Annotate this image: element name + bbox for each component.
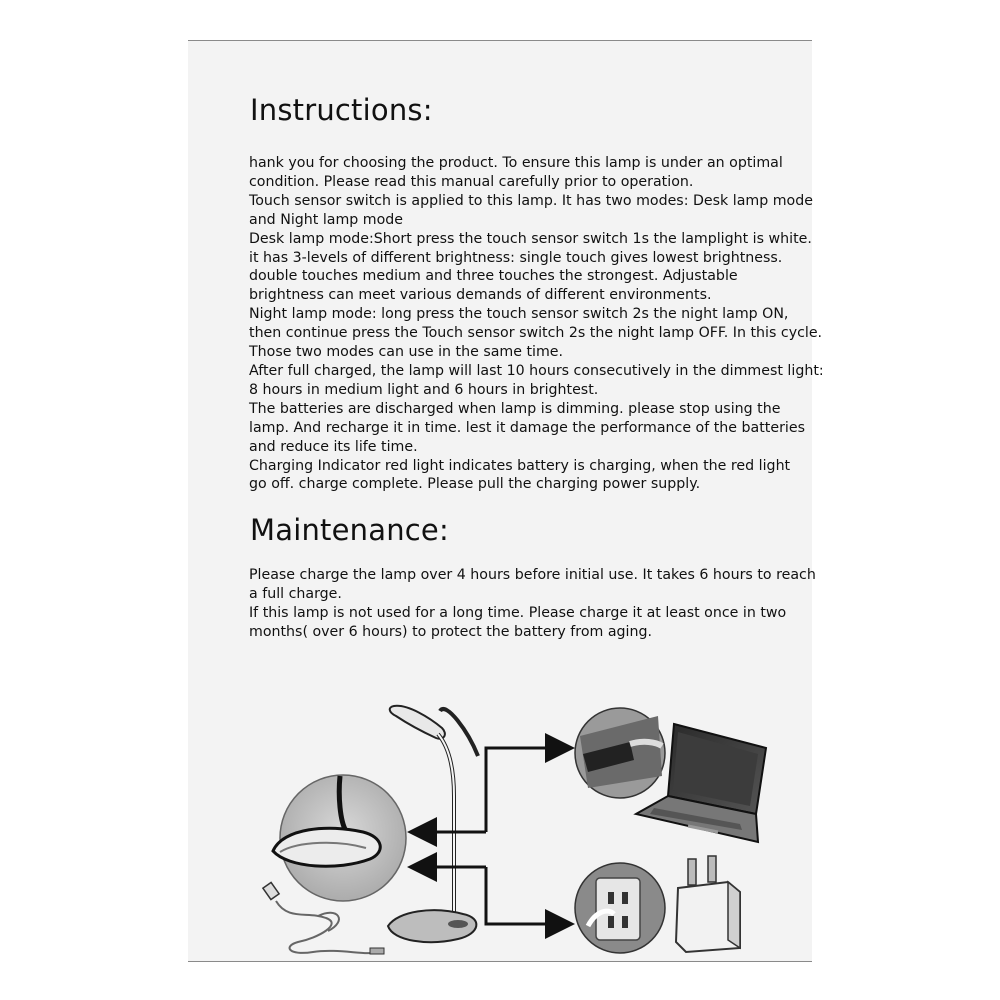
text-line: and Night lamp mode: [249, 211, 404, 228]
text-line: Desk lamp mode:Short press the touch sensor switch 1s the lamplight is white.: [249, 230, 812, 247]
text-line: condition. Please read this manual carefully prior to operation.: [249, 173, 694, 190]
text-line: Please charge the lamp over 4 hours before initial use. It takes 6 hours to reach: [249, 567, 816, 583]
wall-outlet-icon: [575, 863, 665, 953]
text-line: If this lamp is not used for a long time. Please charge it at least once in two: [249, 604, 787, 621]
maintenance-text: [249, 566, 816, 642]
text-line: Touch sensor switch is applied to this lamp. It has two modes: Desk lamp mode: [249, 192, 813, 209]
text-line: The batteries are discharged when lamp is dimming. please stop using the: [249, 400, 781, 417]
text-line: and reduce its life time.: [249, 438, 418, 455]
text-line: brightness can meet various demands of different environments.: [249, 287, 712, 304]
instructions-heading: Instructions:: [250, 93, 433, 127]
text-line: it has 3-levels of different brightness: single touch gives lowest brightness.: [249, 249, 783, 266]
text-line: double touches medium and three touches the strongest. Adjustable: [249, 268, 738, 285]
text-line: go off. charge complete. Please pull the charging power supply.: [249, 476, 701, 493]
text-line: 8 hours in medium light and 6 hours in brightest.: [249, 381, 599, 398]
laptop-usb-port-icon: [575, 708, 665, 798]
arrow-icon: [410, 748, 572, 924]
maintenance-heading: Maintenance:: [250, 513, 449, 547]
text-line: Charging Indicator red light indicates battery is charging, when the red light: [249, 457, 791, 474]
text-line: hank you for choosing the product. To ensure this lamp is under an optimal: [249, 155, 783, 171]
text-line: lamp. And recharge it in time. lest it damage the performance of the batteries: [249, 419, 805, 436]
text-line: then continue press the Touch sensor switch 2s the night lamp OFF. In this cycle.: [249, 325, 823, 342]
text-line: a full charge.: [249, 585, 342, 602]
text-line: After full charged, the lamp will last 10 hours consecutively in the dimmest light:: [249, 362, 824, 379]
usb-wall-adapter-icon: [676, 856, 740, 952]
text-line: Night lamp mode: long press the touch sensor switch 2s the night lamp ON,: [249, 306, 789, 323]
instructions-text: [249, 154, 824, 494]
text-line: months( over 6 hours) to protect the battery from aging.: [249, 623, 652, 640]
text-line: Those two modes can use in the same time.: [249, 344, 564, 361]
charging-illustration: [258, 656, 798, 956]
manual-page: [188, 40, 824, 962]
lamp-base-closeup-icon: [273, 775, 406, 901]
